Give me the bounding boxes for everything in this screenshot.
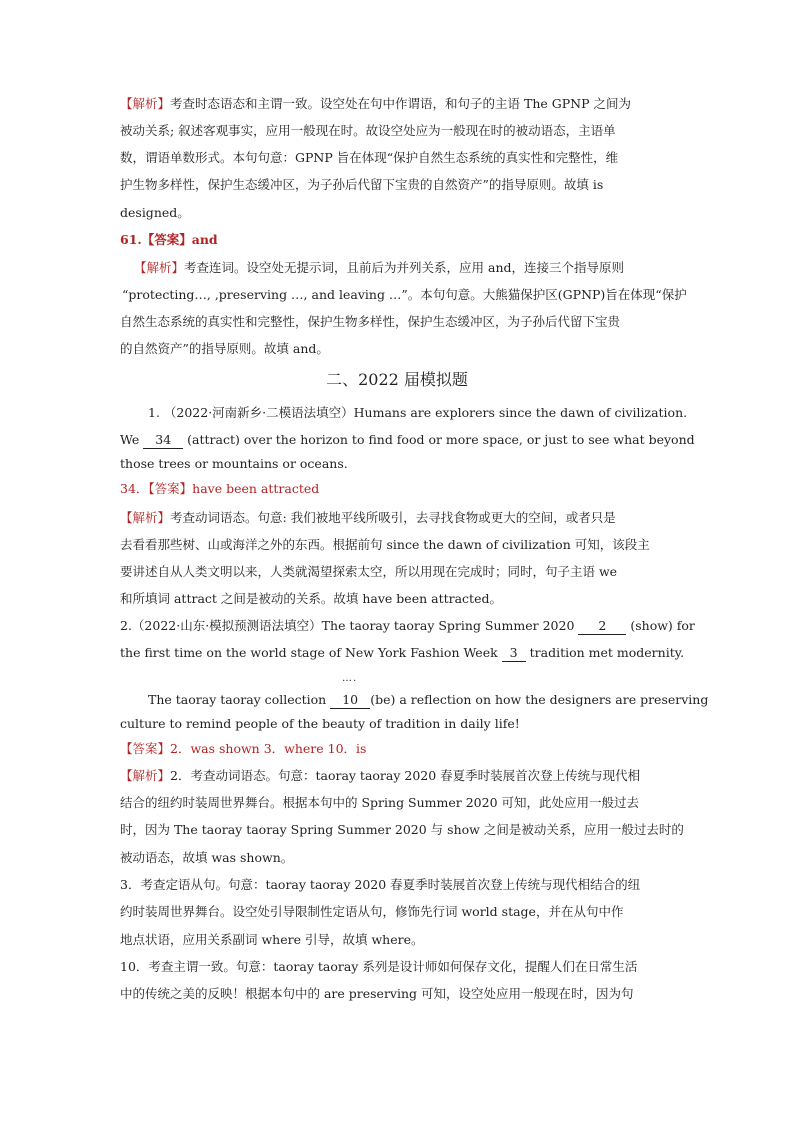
item2-analysis-2: 结合的纽约时装周世界舞台。根据本句中的 Spring Summer 2020 可知，此处应用一般过去	[120, 795, 639, 810]
item2-analysis-9: 中的传统之美的反映！根据本句中的 are preserving 可知，设空处应用一般现在时，因为句	[120, 986, 634, 1001]
item1-analysis-3: 要讲述自从人类文明以来，人类就渴望探索太空，所以用现在完成时；同时，句子主语 we	[120, 564, 618, 579]
analysis-tag: 【解析】	[120, 96, 171, 111]
item1-answer: 34．【答案】have been attracted	[120, 481, 320, 496]
q61-line-1: 【解析】考查连词。设空处无提示词，且前后为并列关系，应用 and，连接三个指导原则	[134, 260, 624, 275]
section-title: 二、2022 届模拟题	[326, 370, 468, 389]
item2-answer: 【答案】2．was shown 3．where 10．is	[120, 741, 367, 756]
item2-analysis-4: 被动语态，故填 was shown。	[120, 850, 294, 865]
blank-3: 3	[502, 645, 526, 662]
blank-34: 34	[143, 432, 183, 449]
item2-analysis-3: 时，因为 The taoray taoray Spring Summer 2020 与 show 之间是被动关系，应用一般过去时的	[120, 822, 684, 837]
q61-line-4: 的自然资产”的指导原则。故填 and。	[120, 341, 329, 356]
q60-line-3: 数，谓语单数形式。本句句意：GPNP 旨在体现“保护自然生态系统的真实性和完整性，维	[120, 150, 619, 165]
q60-line-1: 【解析】考查时态语态和主谓一致。设空处在句中作谓语，和句子的主语 The GPNP 之间为	[120, 96, 631, 111]
blank-2: 2	[578, 618, 626, 635]
blank-10: 10	[330, 692, 370, 709]
q60-line-4: 护生物多样性，保护生态缓冲区，为子孙后代留下宝贵的自然资产”的指导原则。故填 is	[120, 177, 604, 192]
item2-analysis-8: 10．考查主谓一致。句意：taoray taoray 系列是设计师如何保存文化，提醒人们在日常生活	[120, 959, 638, 974]
item2-analysis-1: 【解析】2．考查动词语态。句意：taoray taoray 2020 春夏季时装展首次登上传统与现代相	[120, 768, 641, 783]
item2-line-2: the first time on the world stage of New York Fashion Week 3 tradition met modernity.	[120, 645, 685, 660]
item2-analysis-7: 地点状语，应用关系副词 where 引导，故填 where。	[120, 932, 424, 947]
analysis-tag: 【解析】	[134, 260, 185, 275]
item2-line-3: The taoray taoray collection 10 (be) a reflection on how the designers are preserving	[148, 692, 709, 707]
item1-analysis-2: 去看看那些树、山或海洋之外的东西。根据前句 since the dawn of civilization 可知，该段主	[120, 537, 650, 552]
item2-line-1: 2.（2022·山东·模拟预测语法填空）The taoray taoray Spring Summer 2020 2 (show) for	[120, 618, 695, 633]
item2-line-4: culture to remind people of the beauty of tradition in daily life!	[120, 716, 520, 731]
item2-analysis-6: 约时装周世界舞台。设空处引导限制性定语从句，修饰先行词 world stage，并在从句中作	[120, 904, 624, 919]
item1-line-2: We 34 (attract) over the horizon to find food or more space, or just to see what beyond	[120, 432, 695, 447]
q61-answer: 61.【答案】and	[120, 232, 218, 247]
item1-analysis-1: 【解析】考查动词语态。句意: 我们被地平线所吸引，去寻找食物或更大的空间，或者只是	[120, 510, 616, 525]
item2-analysis-5: 3．考查定语从句。句意：taoray taoray 2020 春夏季时装展首次登上传统与现代相结合的纽	[120, 877, 641, 892]
q61-line-3: 自然生态系统的真实性和完整性，保护生物多样性，保护生态缓冲区，为子孙后代留下宝贵	[120, 314, 621, 329]
item1-line-3: those trees or mountains or oceans.	[120, 456, 348, 471]
analysis-tag: 【解析】	[120, 768, 171, 783]
q60-line-5: designed。	[120, 205, 190, 220]
q61-line-2: “protecting…, ,preserving …, and leaving …”。本句句意。大熊猫保护区(GPNP)旨在体现“保护	[122, 287, 687, 302]
ellipsis: ….	[342, 673, 358, 684]
q60-line-2: 被动关系; 叙述客观事实，应用一般现在时。故设空处应为一般现在时的被动语态，主语单	[120, 123, 616, 138]
item1-analysis-4: 和所填词 attract 之间是被动的关系。故填 have been attracted。	[120, 591, 502, 606]
analysis-tag: 【解析】	[120, 510, 171, 525]
item1-line-1: 1. （2022·河南新乡·二模语法填空）Humans are explorers since the dawn of civilization.	[148, 405, 688, 420]
